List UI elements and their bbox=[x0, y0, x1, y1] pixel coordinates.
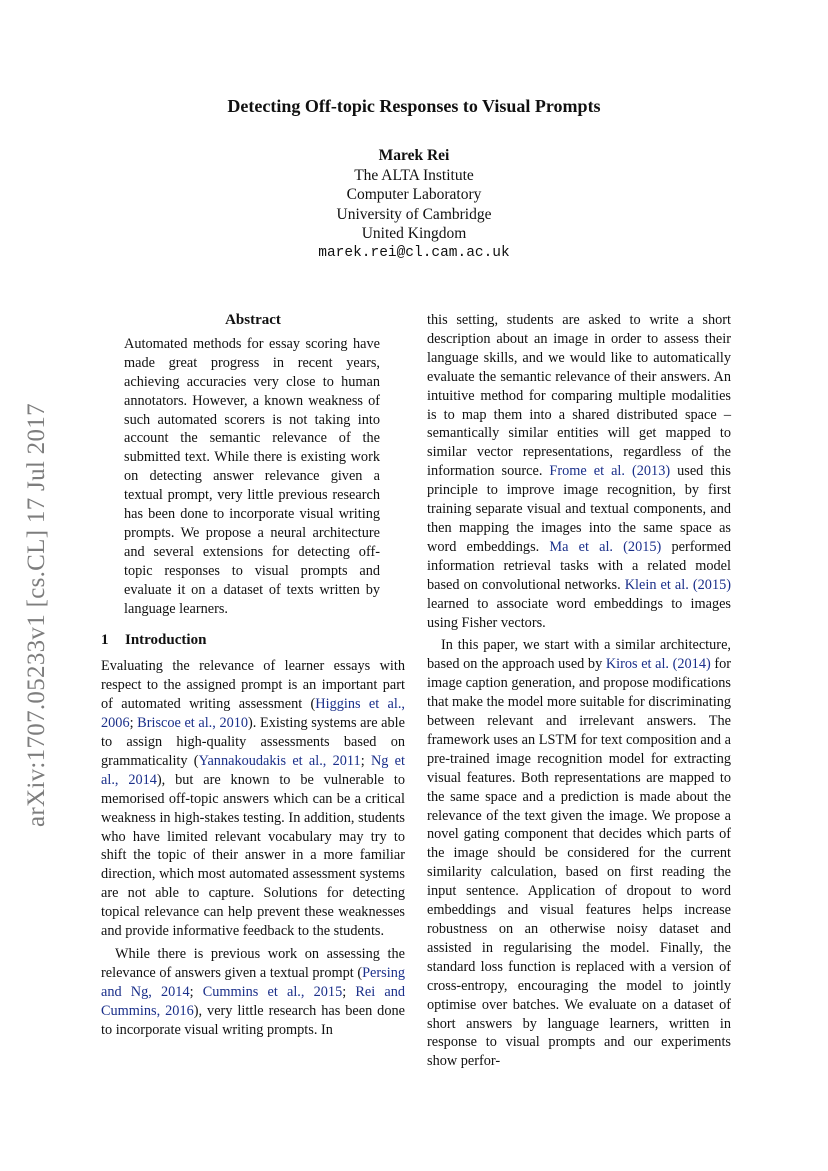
text-run: performed information retrieval tasks with a related model based on convolutional networks. bbox=[427, 538, 731, 593]
citation-link[interactable]: Klein et al. (2015) bbox=[624, 576, 731, 593]
text-run: ; bbox=[189, 983, 203, 1000]
citation-link[interactable]: Persing and Ng, 2014 bbox=[101, 964, 405, 1000]
text-run: In this paper, we start with a similar architecture, based on the approach used by bbox=[427, 637, 731, 673]
citation-link[interactable]: Frome et al. (2013) bbox=[549, 463, 671, 480]
section-heading bbox=[101, 631, 405, 650]
left-column bbox=[101, 311, 405, 1040]
intro-paragraph-1 bbox=[101, 657, 405, 941]
citation-link[interactable]: Ma et al. (2015) bbox=[549, 538, 662, 555]
paper-title: Detecting Off-topic Responses to Visual Prompts bbox=[227, 96, 601, 116]
text-run: used this principle to improve image recognition, by first training separate visual and textual components, and then mapping the images into the same space as word embeddings. bbox=[427, 463, 731, 555]
text-run: Evaluating the relevance of learner essays with respect to the assigned prompt is an important part of automated writing assessment ( bbox=[101, 658, 405, 713]
abstract-text: Automated methods for essay scoring have made great progress in recent years, achieving accuracies very close to human annotators. However, a known weakness of such automated scorers is not taking into account the semantic relevance of the submitted text. While there is existing work on detecting answer relevance given a textual prompt, very little previous research has been done to incorporate visual writing prompts. We propose a neural architecture and several extensions for detecting off-topic responses to visual prompts and evaluate it on a dataset of texts written by language learners. bbox=[124, 335, 380, 617]
citation-link[interactable]: Briscoe et al., 2010 bbox=[137, 715, 249, 732]
text-run: learned to associate word embeddings to images using Fisher vectors. bbox=[427, 595, 731, 631]
citation-link[interactable]: Rei and Cummins, 2016 bbox=[101, 983, 406, 1019]
right-column bbox=[427, 311, 731, 1071]
citation-link[interactable]: Cummins et al., 2015 bbox=[202, 983, 343, 1000]
citation-link[interactable]: Ng et al., 2014 bbox=[101, 752, 405, 788]
text-run: ; bbox=[342, 983, 356, 1000]
citation-link[interactable]: Kiros et al. (2014) bbox=[605, 656, 711, 673]
text-run: for image caption generation, and propose modifications that make the model more suitable for discriminating between relevant and irrelevant answers. The framework uses an LSTM for text composition and a pre-trained image recognition model for extracting visual features. Both representations are mapped to the same space and a prediction is made about the relevance of the text given the image. We propose a novel gating component that decides which parts of the image should be considered for the current similarity calculation, based on first reading the input sentence. Application of dropout to word embeddings and visual features helps increase robustness on an otherwise noisy dataset and assisted in regularising the model. Finally, the standard loss function is replaced with a version of cross-entropy, encouraging the model to jointly optimise over batches. We evaluate on a dataset of short answers by language learners, written in response to visual prompts and our experiments show perfor- bbox=[427, 656, 732, 1070]
section-title: Introduction bbox=[125, 631, 207, 648]
author-email: marek.rei@cl.cam.ac.uk bbox=[318, 244, 510, 261]
intro-paragraph-3 bbox=[427, 636, 731, 1071]
arxiv-sidebar-stamp: arXiv:1707.05233v1 [cs.CL] 17 Jul 2017 bbox=[23, 403, 50, 827]
author-block bbox=[0, 146, 828, 264]
intro-paragraph-2 bbox=[101, 945, 405, 1040]
text-run: ; bbox=[360, 752, 371, 769]
affiliation-line: Computer Laboratory bbox=[346, 186, 482, 204]
affiliation-line: United Kingdom bbox=[361, 225, 467, 243]
affiliation-line: The ALTA Institute bbox=[354, 166, 474, 184]
text-run: ), very little research has been done to incorporate visual writing prompts. In bbox=[101, 1002, 405, 1038]
text-run: ), but are known to be vulnerable to memorised off-topic answers which can be a critical weakness in high-stakes testing. In addition, students who have limited relevant vocabulary may try to shift the topic of their answer in a more familiar direction, which most automated assessment systems are not able to capture. Solutions for detecting topical relevance can help prevent these weaknesses and provide informative feedback to the students. bbox=[101, 771, 405, 940]
affiliation-line: University of Cambridge bbox=[336, 205, 492, 223]
intro-paragraph-2-continued bbox=[427, 311, 731, 632]
author-name: Marek Rei bbox=[378, 147, 450, 164]
citation-link[interactable]: Higgins et al., 2006 bbox=[101, 696, 405, 732]
text-run: ). Existing systems are able to assign high-quality assessments based on grammaticality ( bbox=[101, 715, 405, 769]
section-number: 1 bbox=[101, 631, 109, 648]
abstract-heading: Abstract bbox=[225, 312, 281, 328]
citation-link[interactable]: Yannakoudakis et al., 2011 bbox=[198, 752, 361, 769]
text-run: ; bbox=[129, 715, 138, 732]
text-run: While there is previous work on assessing the relevance of answers given a textual prompt ( bbox=[101, 946, 405, 981]
text-run: this setting, students are asked to write a short description about an image in order to assess their language skills, and we would like to automatically evaluate the semantic relevance of their answers. An intuitive method for comparing multiple modalities is to map them into a shared distributed space – semantically similar entities will get mapped to similar vector representations, regardless of the information source. bbox=[427, 312, 731, 480]
